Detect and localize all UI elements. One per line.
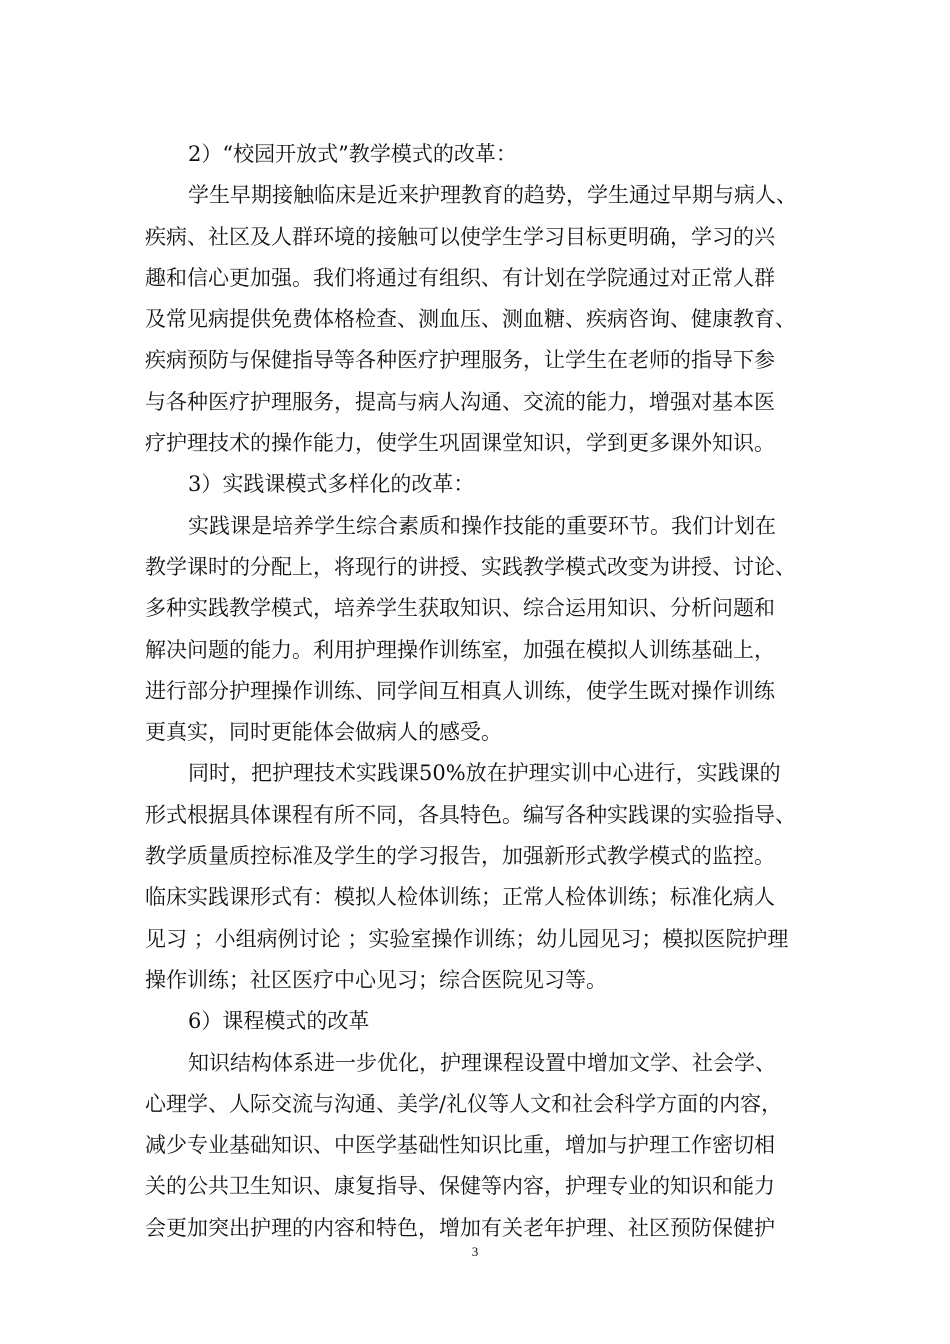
paragraph-line: 解决问题的能力。利用护理操作训练室，加强在模拟人训练基础上， [145, 637, 775, 662]
paragraph-line: 临床实践课形式有：模拟人检体训练；正常人检体训练；标准化病人 [145, 885, 775, 910]
paragraph-line: 关的公共卫生知识、康复指导、保健等内容，护理专业的知识和能力 [145, 1174, 775, 1199]
paragraph-line: 疾病预防与保健指导等各种医疗护理服务，让学生在老师的指导下参 [145, 348, 775, 373]
paragraph-line: 形式根据具体课程有所不同，各具特色。编写各种实践课的实验指导、 [145, 802, 796, 827]
paragraph-line: 教学课时的分配上，将现行的讲授、实践教学模式改变为讲授、讨论、 [145, 554, 796, 579]
paragraph-line: 减少专业基础知识、中医学基础性知识比重，增加与护理工作密切相 [145, 1133, 775, 1158]
paragraph-line: 疗护理技术的操作能力，使学生巩固课堂知识，学到更多课外知识。 [145, 431, 775, 456]
paragraph-line: 实践课是培养学生综合素质和操作技能的重要环节。我们计划在 [188, 513, 776, 538]
paragraph-line: 知识结构体系进一步优化，护理课程设置中增加文学、社会学、 [188, 1050, 776, 1075]
paragraph-line: 多种实践教学模式，培养学生获取知识、综合运用知识、分析问题和 [145, 596, 775, 621]
paragraph-line: 趣和信心更加强。我们将通过有组织、有计划在学院通过对正常人群 [145, 265, 775, 290]
body-text [145, 134, 815, 1249]
paragraph-line: 会更加突出护理的内容和特色，增加有关老年护理、社区预防保健护 [145, 1215, 775, 1240]
paragraph-line: 进行部分护理操作训练、同学间互相真人训练，使学生既对操作训练 [145, 678, 775, 703]
paragraph-line: 及常见病提供免费体格检查、测血压、测血糖、疾病咨询、健康教育、 [145, 307, 796, 332]
page-number: 3 [471, 1244, 479, 1259]
paragraph-line: 学生早期接触临床是近来护理教育的趋势，学生通过早期与病人、 [188, 183, 797, 208]
paragraph-line: 教学质量质控标准及学生的学习报告，加强新形式教学模式的监控。 [145, 844, 775, 869]
section-heading-campus-open-teaching: 2）“校园开放式”教学模式的改革： [188, 142, 517, 166]
paragraph-line: 同时，把护理技术实践课50%放在护理实训中心进行，实践课的 [188, 761, 781, 786]
paragraph-line: 与各种医疗护理服务，提高与病人沟通、交流的能力，增强对基本医 [145, 389, 775, 414]
paragraph-line: 疾病、社区及人群环境的接触可以使学生学习目标更明确，学习的兴 [145, 224, 775, 249]
paragraph-line: 操作训练；社区医疗中心见习；综合医院见习等。 [145, 967, 607, 992]
paragraph-line: 更真实，同时更能体会做病人的感受。 [145, 720, 502, 745]
paragraph-line: 心理学、人际交流与沟通、美学/礼仪等人文和社会科学方面的内容， [145, 1091, 783, 1116]
section-heading-practice-course: 3）实践课模式多样化的改革： [188, 472, 475, 497]
section-heading-curriculum-mode: 6）课程模式的改革 [188, 1009, 370, 1034]
paragraph-line: 见习 ；小组病例讨论 ；实验室操作训练；幼儿园见习；模拟医院护理 [145, 926, 789, 951]
